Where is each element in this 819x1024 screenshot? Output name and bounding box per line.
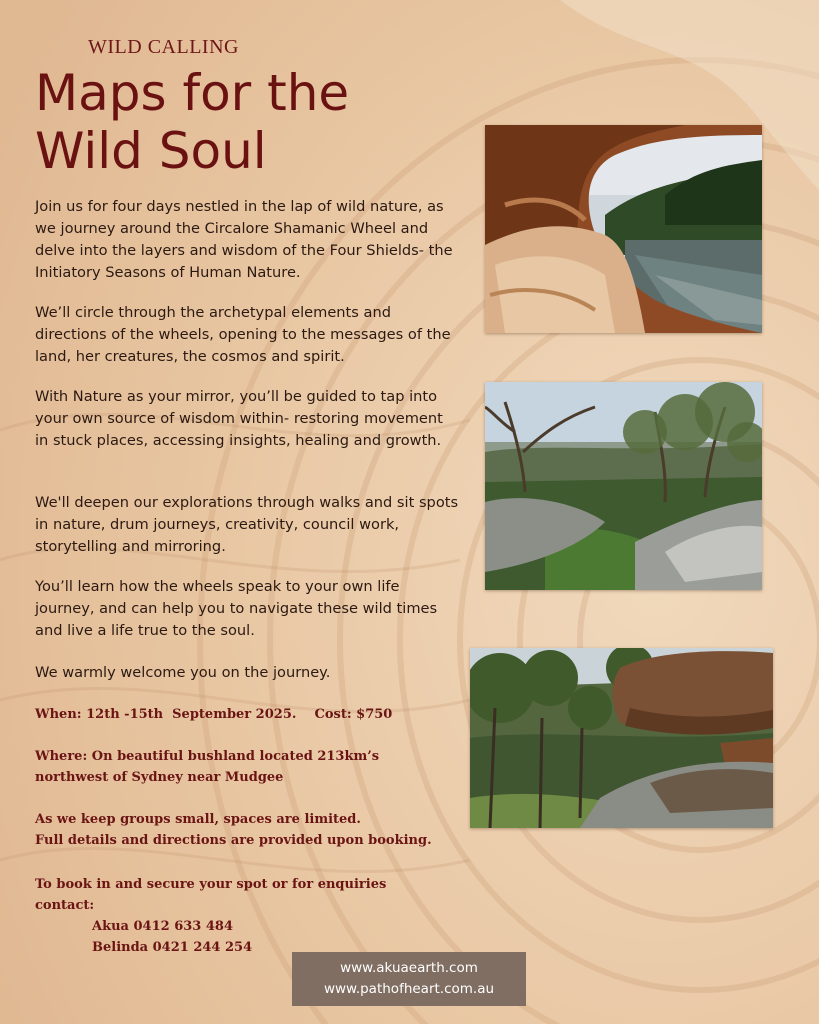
contact-akua: Akua 0412 633 484	[92, 919, 234, 934]
sandstone-cave-river-photo	[485, 125, 762, 333]
website-links-box	[292, 952, 526, 1006]
contact-belinda: Belinda 0421 244 254	[92, 940, 253, 955]
booking-line-1: To book in and secure your spot or for enquiries	[35, 877, 387, 892]
website-link-akuaearth[interactable]: www.akuaearth.com	[340, 960, 478, 976]
explorations-paragraph: We'll deepen our explorations through walks and sit spots in nature, drum journeys, creativity, council work, storytelling and mirroring.	[35, 494, 459, 555]
eyebrow-label: WILD CALLING	[88, 36, 239, 58]
website-link-pathofheart[interactable]: www.pathofheart.com.au	[323, 981, 495, 997]
booking-line-2: contact:	[35, 898, 95, 913]
limited-line-2: Full details and directions are provided upon booking.	[35, 833, 432, 848]
journey-paragraph: You’ll learn how the wheels speak to your own life journey, and can help you to navigate these wild times and live a life true to the soul.	[35, 578, 438, 639]
mirror-paragraph: With Nature as your mirror, you’ll be guided to tap into your own source of wisdom within- restoring movement in stuck places, accessing insights, healing and growth.	[35, 388, 443, 449]
rock-overhang-forest-photo	[470, 648, 773, 828]
when-cost-line: When: 12th -15th September 2025. Cost: $750	[35, 707, 393, 722]
limited-line-1: As we keep groups small, spaces are limited.	[35, 812, 361, 827]
bushland-rock-outcrop-photo	[485, 382, 762, 590]
where-line-2: northwest of Sydney near Mudgee	[35, 770, 284, 785]
where-line-1: Where: On beautiful bushland located 213km’s	[35, 749, 380, 764]
welcome-paragraph: We warmly welcome you on the journey.	[35, 664, 331, 681]
page-title: Maps for the Wild Soul	[35, 64, 350, 180]
intro-paragraph: Join us for four days nestled in the lap of wild nature, as we journey around the Circalore Shamanic Wheel and delve into the layers and wisdom of the Four Shields- the Initiatory Seasons of Human Nature.	[35, 198, 453, 281]
elements-paragraph: We’ll circle through the archetypal elements and directions of the wheels, opening to the messages of the land, her creatures, the cosmos and spirit.	[35, 304, 451, 365]
